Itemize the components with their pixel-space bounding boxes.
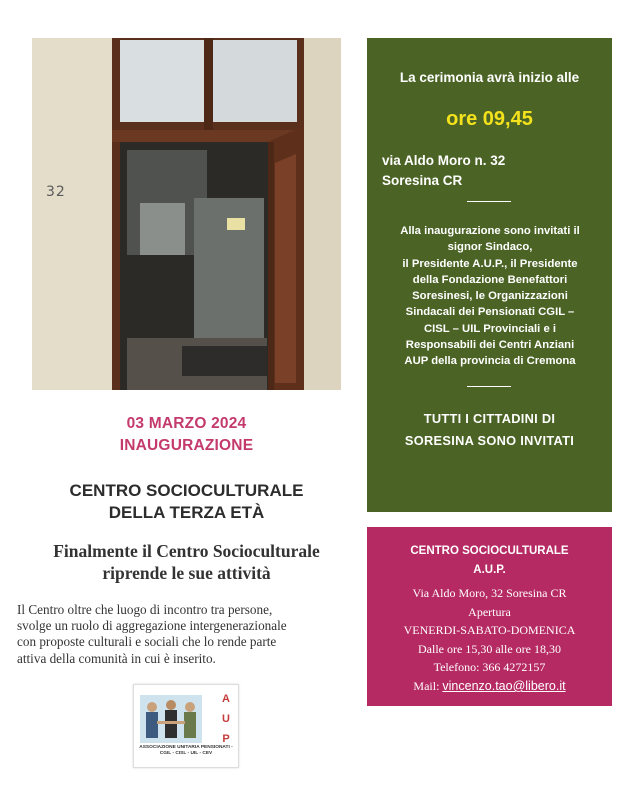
invited-line: Alla inaugurazione sono invitati il	[400, 225, 580, 237]
ceremony-intro: La cerimonia avrà inizio alle	[399, 70, 580, 85]
logo-letter: A	[222, 693, 230, 705]
title-line-2: DELLA TERZA ETÀ	[108, 503, 265, 522]
logo-caption-line-1: ASSOCIAZIONE UNITARIA PENSIONATI -	[139, 745, 233, 750]
event-date-block	[32, 413, 341, 457]
subtitle	[14, 540, 359, 584]
invited-line: signor Sindaco,	[447, 241, 533, 254]
ceremony-address-line-2: Soresina CR	[382, 173, 463, 188]
contact-panel	[367, 527, 612, 706]
contact-name	[367, 542, 612, 580]
event-label: INAUGURAZIONE	[119, 437, 254, 454]
ceremony-time: ore 09,45	[446, 108, 533, 130]
aup-logo	[133, 684, 239, 768]
title-line-1: CENTRO SOCIOCULTURALE	[69, 481, 304, 500]
invited-line: Responsabili dei Centri Anziani	[405, 339, 575, 352]
cta-line-1: TUTTI I CITTADINI DI	[423, 411, 556, 426]
ceremony-address	[382, 151, 602, 191]
invited-line: della Fondazione Benefattori	[412, 273, 568, 286]
description-line: attiva della comunità in cui è inserito.	[17, 650, 216, 666]
contact-mail-row	[367, 677, 612, 696]
mail-link[interactable]: vincenzo.tao@libero.it	[442, 678, 566, 693]
invited-line: AUP della provincia di Cremona	[404, 355, 576, 368]
contact-address: Via Aldo Moro, 32 Soresina CR	[412, 586, 567, 600]
contact-details	[367, 584, 612, 696]
call-to-action	[367, 408, 612, 452]
logo-caption-line-2: CGIL - CISL - UIL - CEV	[159, 751, 213, 756]
people-handshake-icon	[140, 695, 202, 743]
invited-list	[375, 223, 605, 370]
description-line: con proposte culturali e sociali che lo rende parte	[17, 634, 277, 650]
ceremony-panel	[367, 38, 612, 512]
aup-letters	[220, 689, 232, 749]
opening-hours: Dalle ore 15,30 alle ore 18,30	[418, 641, 561, 656]
event-date: 03 MARZO 2024	[126, 415, 247, 432]
logo-letter: P	[222, 733, 230, 745]
contact-phone: Telefono: 366 4272157	[433, 660, 546, 675]
opening-label: Apertura	[468, 604, 511, 619]
entrance-photo	[32, 38, 341, 390]
logo-letter: U	[222, 713, 230, 725]
divider	[467, 201, 511, 202]
ceremony-address-line-1: via Aldo Moro n. 32	[382, 153, 506, 168]
invited-line: Soresinesi, le Organizzazioni	[412, 290, 568, 303]
description	[17, 602, 347, 667]
page-title	[14, 480, 359, 524]
subtitle-line-2: riprende le sue attività	[102, 563, 271, 583]
invited-line: CISL – UIL Provinciali e i	[423, 322, 557, 335]
mail-label: Mail:	[413, 678, 443, 693]
invited-line: il Presidente A.U.P., il Presidente	[402, 257, 578, 270]
description-line: Il Centro oltre che luogo di incontro tra persone,	[17, 602, 273, 617]
cta-line-2: SORESINA SONO INVITATI	[404, 433, 575, 448]
logo-caption	[138, 745, 234, 757]
contact-name-line-1: CENTRO SOCIOCULTURALE	[410, 545, 569, 557]
subtitle-line-1: Finalmente il Centro Socioculturale	[53, 541, 320, 561]
description-line: svolge un ruolo di aggregazione intergenerazionale	[17, 618, 287, 634]
house-number: 32	[46, 184, 66, 200]
divider	[467, 386, 511, 387]
invited-line: Sindacali dei Pensionati CGIL –	[405, 306, 575, 319]
contact-name-line-2: A.U.P.	[473, 564, 506, 576]
opening-days: VENERDI-SABATO-DOMENICA	[403, 623, 576, 638]
